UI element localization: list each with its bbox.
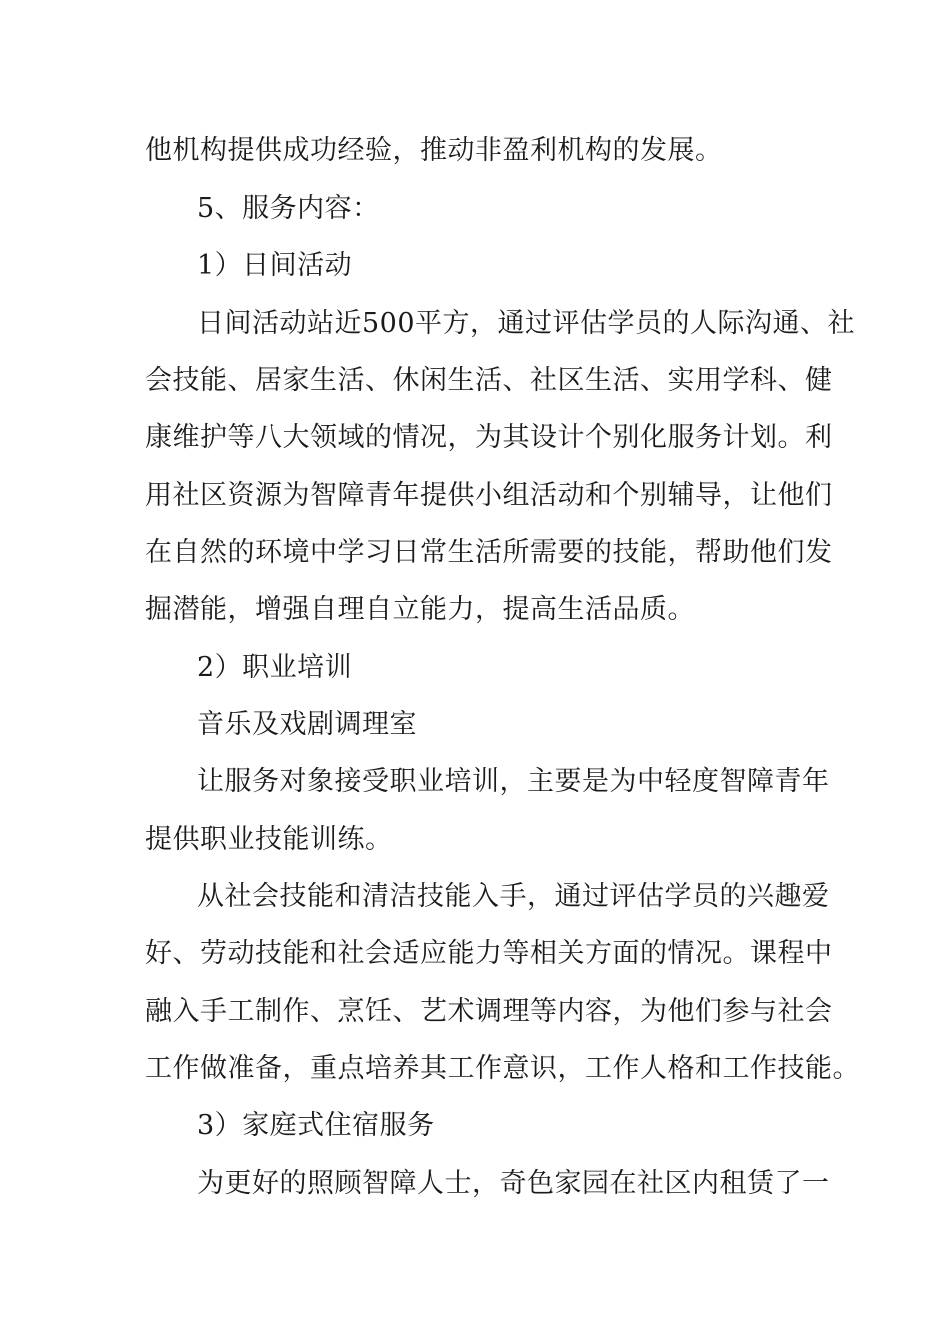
body-text-line: 为更好的照顾智障人士，奇色家园在社区内租赁了一 — [197, 1168, 830, 1199]
body-text-line: 融入手工制作、烹饪、艺术调理等内容，为他们参与社会 — [145, 996, 833, 1027]
body-text-line: 用社区资源为智障青年提供小组活动和个别辅导，让他们 — [145, 480, 833, 511]
body-text-line: 从社会技能和清洁技能入手，通过评估学员的兴趣爱 — [197, 881, 830, 912]
body-text-line: 好、劳动技能和社会适应能力等相关方面的情况。课程中 — [145, 938, 833, 969]
subsection-heading: 2）职业培训 — [197, 652, 353, 683]
body-text-line: 提供职业技能训练。 — [145, 824, 393, 855]
body-text-line: 音乐及戏剧调理室 — [197, 709, 417, 740]
body-text-line: 他机构提供成功经验，推动非盈利机构的发展。 — [145, 135, 723, 166]
subsection-heading: 1）日间活动 — [197, 250, 353, 281]
body-text-line: 让服务对象接受职业培训，主要是为中轻度智障青年 — [197, 766, 830, 797]
subsection-heading: 3）家庭式住宿服务 — [197, 1110, 435, 1141]
body-text-line: 康维护等八大领域的情况，为其设计个别化服务计划。利 — [145, 422, 833, 453]
body-text-line: 会技能、居家生活、休闲生活、社区生活、实用学科、健 — [145, 365, 833, 396]
body-text-line: 日间活动站近500平方，通过评估学员的人际沟通、社 — [197, 308, 856, 339]
body-text-line: 掘潜能，增强自理自立能力，提高生活品质。 — [145, 594, 695, 625]
body-text-line: 工作做准备，重点培养其工作意识，工作人格和工作技能。 — [145, 1053, 860, 1084]
body-text-line: 在自然的环境中学习日常生活所需要的技能，帮助他们发 — [145, 537, 833, 568]
section-heading: 5、服务内容： — [197, 193, 380, 224]
